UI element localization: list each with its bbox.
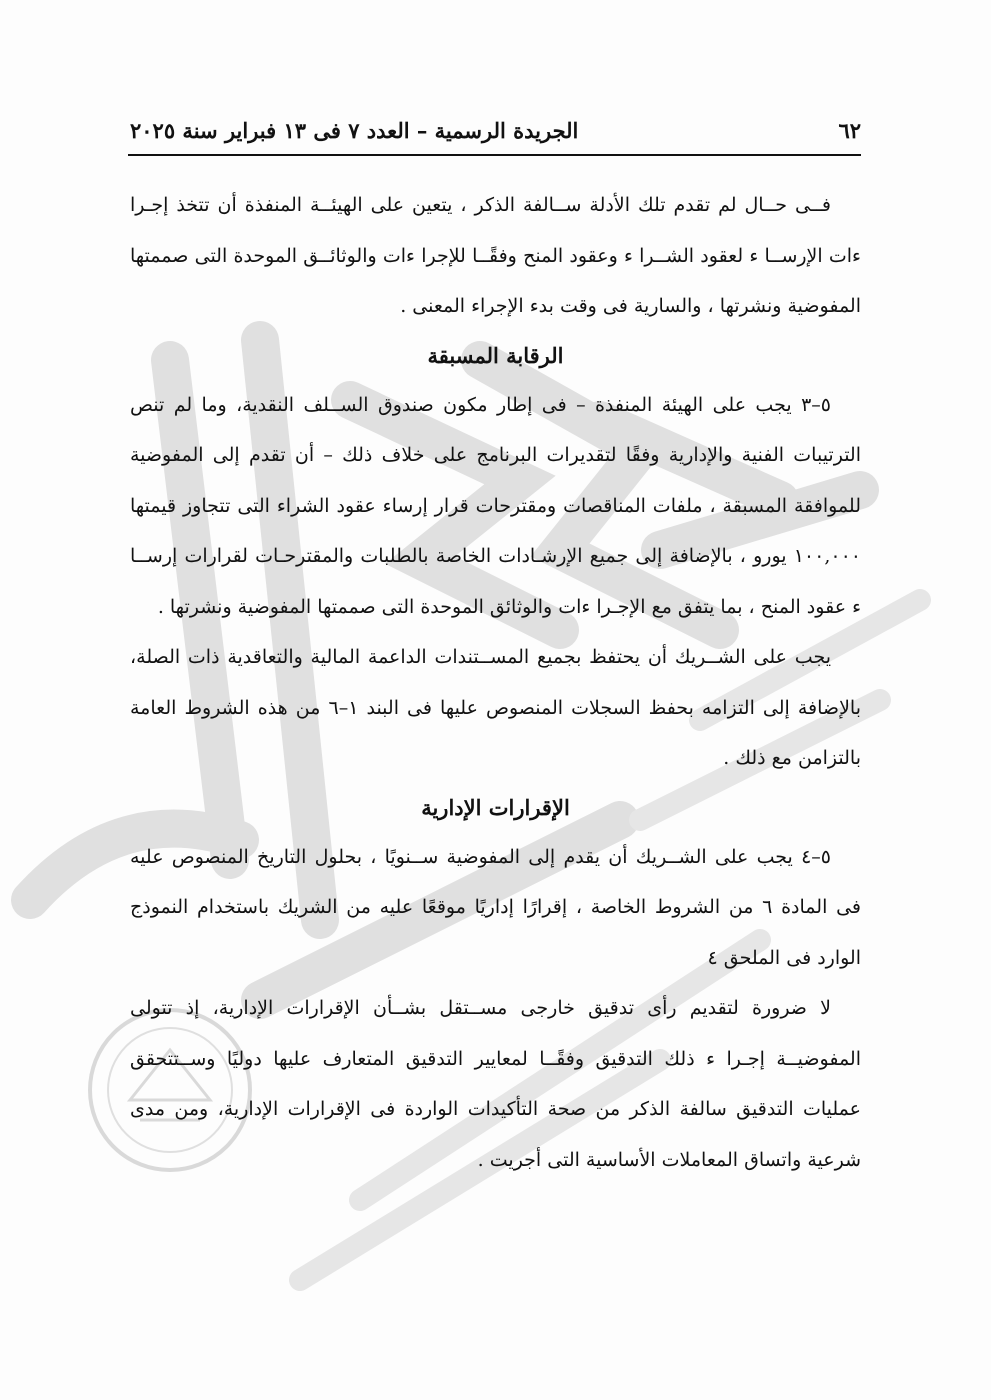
page-number: ٦٢: [838, 117, 861, 143]
paragraph-5-4: ٥–٤ يجب على الشــريك أن يقدم إلى المفوضية ســنويًا ، بحلول التاريخ المنصوص عليه فى المادة ٦ من الشروط الخاصة ، إقرارًا إداريًا موقعًا عليه من الشريك باستخدام النموذج الوارد فى الملحق ٤: [130, 845, 861, 969]
page-header: [130, 110, 861, 150]
paragraph-records: يجب على الشــريك أن يحتفظ بجميع المســتندات الداعمة المالية والتعاقدية ذات الصلة، بالإضافة إلى التزامه بحفظ السجلات المنصوص عليها فى البند ١–٦ من هذه الشروط العامة بالتزامن مع ذلك .: [130, 646, 861, 769]
paragraph-audit: لا ضرورة لتقديم رأى تدقيق خارجى مســتقل بشــأن الإقرارات الإدارية، إذ تتولى المفوضيــة إجـرا ء ذلك التدقيق وفقًــا لمعايير التدقيق المتعارف عليها دوليًا وســتتحقق عمليات التدقيق سالفة الذكر من صحة التأكيدات الواردة فى الإقرارات الإدارية، ومن مدى شرعية واتساق المعاملات الأساسية التى أجريت .: [130, 997, 861, 1171]
section-heading-prior-control: الرقابة المسبقة: [427, 342, 564, 368]
paragraph-1: فــى حــال لم تقدم تلك الأدلة ســالفة الذكر ، يتعين على الهيئــة المنفذة أن تتخذ إجـرا ءات الإرســا ء لعقود الشــرا ء وعقود المنح وفقًــا للإجرا ءات والوثائــق الموحدة التى صممتها المفوضية ونشرتها ، والسارية فى وقت بدء الإجراء المعنى .: [130, 194, 861, 317]
gazette-title: الجريدة الرسمية – العدد ٧ فى ١٣ فبراير سنة ٢٠٢٥: [130, 117, 579, 143]
header-divider: [128, 154, 861, 156]
paragraph-5-3: ٥–٣ يجب على الهيئة المنفذة – فى إطار مكون صندوق الســلف النقدية، وما لم تنص الترتيبات الفنية والإدارية وفقًا لتقديرات البرنامج على خلاف ذلك – أن تقدم إلى المفوضية للموافقة المسبقة ، ملفات المناقصات ومقترحات قرار إرساء عقود الشراء التى تتجاوز قيمتها ١٠٠,٠٠٠ يورو ، بالإضافة إلى جميع الإرشـادات الخاصة بالطلبات والمقترحـات لقرارات إرســا ء عقود المنح ، بما يتفق مع الإجـرا ءات والوثائق الموحدة التى صممتها المفوضية ونشرتها .: [130, 393, 861, 618]
document-body: [130, 180, 861, 1185]
section-heading-management-declarations: الإقرارات الإدارية: [421, 794, 570, 820]
